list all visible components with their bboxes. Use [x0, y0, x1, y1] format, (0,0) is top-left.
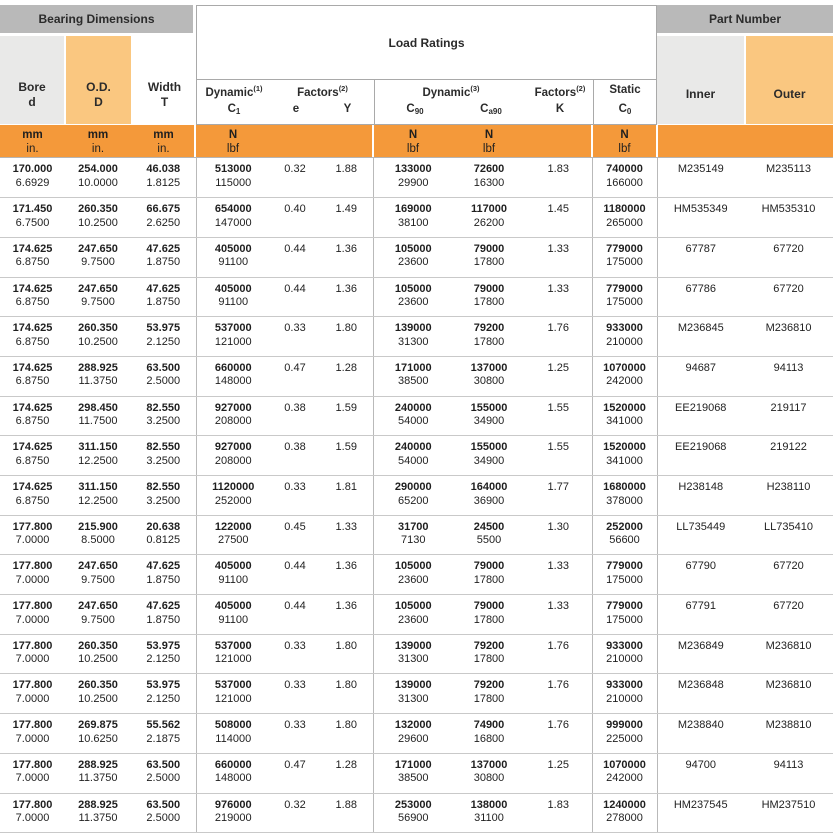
c1-cell: 508000 114000 [196, 714, 270, 754]
outer-part-cell: 219117 [744, 396, 833, 436]
inner-part-cell: 67787 [657, 237, 744, 277]
bore-cell: 177.800 7.0000 [0, 515, 65, 555]
ca90-cell: 155000 34900 [453, 436, 525, 476]
od-cell: 311.150 12.2500 [65, 436, 131, 476]
od-cell: 247.650 9.7500 [65, 595, 131, 635]
bore-cell: 177.800 7.0000 [0, 674, 65, 714]
e-cell: 0.44 [270, 277, 320, 317]
od-symbol: D [94, 95, 103, 109]
e-cell: 0.40 [270, 198, 320, 238]
c90-symbol: $C_{90}$ [406, 103, 424, 116]
od-cell: 311.150 12.2500 [65, 476, 131, 516]
inner-part-cell: 94700 [657, 753, 744, 793]
outer-part-cell: 94113 [744, 753, 833, 793]
c90-cell: 171000 38500 [373, 753, 453, 793]
table-row [0, 793, 833, 833]
bore-cell: 174.625 6.8750 [0, 476, 65, 516]
table-row [0, 277, 833, 317]
c0-cell: 933000 210000 [592, 317, 657, 357]
column-header-od [66, 36, 131, 124]
load-ratings-subheader [196, 80, 657, 125]
c90-cell: 171000 38500 [373, 356, 453, 396]
outer-part-cell: 67720 [744, 555, 833, 595]
e-cell: 0.44 [270, 237, 320, 277]
k-cell: 1.76 [525, 674, 592, 714]
table-row [0, 674, 833, 714]
inner-part-cell: 67791 [657, 595, 744, 635]
c1-cell: 537000 121000 [196, 317, 270, 357]
ca90-cell: 79200 17800 [453, 634, 525, 674]
c1-cell: 660000 148000 [196, 356, 270, 396]
table-row [0, 317, 833, 357]
c0-cell: 1520000 341000 [592, 396, 657, 436]
ca90-cell: 138000 31100 [453, 793, 525, 833]
y-cell: 1.28 [320, 753, 373, 793]
k-cell: 1.30 [525, 515, 592, 555]
k-cell: 1.33 [525, 237, 592, 277]
ca90-cell: 164000 36900 [453, 476, 525, 516]
y-cell: 1.80 [320, 674, 373, 714]
k-cell: 1.45 [525, 198, 592, 238]
c1-cell: 1120000 252000 [196, 476, 270, 516]
table-row [0, 634, 833, 674]
c1-cell: 405000 91100 [196, 555, 270, 595]
bore-cell: 171.450 6.7500 [0, 198, 65, 238]
c1-cell: 537000 121000 [196, 674, 270, 714]
bore-cell: 174.625 6.8750 [0, 317, 65, 357]
c0-symbol: $C_0$ [618, 103, 632, 116]
inner-part-cell: M236848 [657, 674, 744, 714]
inner-label: Inner [685, 87, 716, 101]
subgroup-dynamic3-factors [374, 80, 593, 124]
c90-cell: 139000 31300 [373, 634, 453, 674]
bearing-dimensions-title: Bearing Dimensions [38, 12, 155, 26]
width-cell: 82.550 3.2500 [131, 436, 196, 476]
width-cell: 55.562 2.1875 [131, 714, 196, 754]
outer-part-cell: M236810 [744, 317, 833, 357]
e-cell: 0.33 [270, 714, 320, 754]
k-cell: 1.76 [525, 634, 592, 674]
e-cell: 0.38 [270, 396, 320, 436]
c90-cell: 133000 29900 [373, 158, 453, 198]
y-cell: 1.49 [320, 198, 373, 238]
c90-cell: 240000 54000 [373, 436, 453, 476]
outer-part-cell: 67720 [744, 595, 833, 635]
c0-cell: 1520000 341000 [592, 436, 657, 476]
units-c1: N lbf [226, 129, 240, 155]
e-cell: 0.33 [270, 634, 320, 674]
e-cell: 0.44 [270, 595, 320, 635]
k-cell: 1.76 [525, 317, 592, 357]
c0-cell: 252000 56600 [592, 515, 657, 555]
c0-cell: 779000 175000 [592, 555, 657, 595]
od-cell: 269.875 10.6250 [65, 714, 131, 754]
c1-cell: 660000 148000 [196, 753, 270, 793]
c0-cell: 1240000 278000 [592, 793, 657, 833]
bore-cell: 170.000 6.6929 [0, 158, 65, 198]
c1-cell: 122000 27500 [196, 515, 270, 555]
table-row [0, 515, 833, 555]
table-row [0, 595, 833, 635]
y-cell: 1.33 [320, 515, 373, 555]
table-row [0, 158, 833, 198]
width-cell: 82.550 3.2500 [131, 476, 196, 516]
outer-label: Outer [773, 87, 806, 101]
k-cell: 1.76 [525, 714, 592, 754]
width-cell: 63.500 2.5000 [131, 356, 196, 396]
dynamic1-header: Dynamic$^{(1)}$ [205, 84, 263, 99]
y-cell: 1.59 [320, 436, 373, 476]
c90-cell: 105000 23600 [373, 277, 453, 317]
bore-label: Bore [18, 80, 46, 94]
c90-cell: 105000 23600 [373, 595, 453, 635]
od-cell: 298.450 11.7500 [65, 396, 131, 436]
inner-part-cell: LL735449 [657, 515, 744, 555]
e-cell: 0.38 [270, 436, 320, 476]
ca90-cell: 74900 16800 [453, 714, 525, 754]
od-cell: 260.350 10.2500 [65, 317, 131, 357]
od-cell: 288.925 11.3750 [65, 753, 131, 793]
table-row [0, 356, 833, 396]
units-c90: N lbf [406, 129, 420, 155]
c0-cell: 1070000 242000 [592, 356, 657, 396]
subgroup-dynamic1-factors [197, 80, 374, 124]
c1-cell: 405000 91100 [196, 595, 270, 635]
inner-part-cell: M236845 [657, 317, 744, 357]
od-cell: 288.925 11.3750 [65, 356, 131, 396]
width-cell: 66.675 2.6250 [131, 198, 196, 238]
e-cell: 0.32 [270, 158, 320, 198]
e-cell: 0.33 [270, 476, 320, 516]
c0-cell: 933000 210000 [592, 674, 657, 714]
od-cell: 288.925 11.3750 [65, 793, 131, 833]
subgroup-static [593, 80, 656, 124]
c90-cell: 169000 38100 [373, 198, 453, 238]
y-cell: 1.88 [320, 158, 373, 198]
k-cell: 1.33 [525, 595, 592, 635]
outer-part-cell: M236810 [744, 634, 833, 674]
k-cell: 1.33 [525, 277, 592, 317]
table-row [0, 753, 833, 793]
c1-symbol: $C_1$ [227, 103, 241, 116]
column-header-outer [746, 36, 833, 124]
inner-part-cell: M236849 [657, 634, 744, 674]
ca90-cell: 79200 17800 [453, 317, 525, 357]
part-number-title: Part Number [708, 12, 782, 26]
bore-cell: 174.625 6.8750 [0, 277, 65, 317]
y-cell: 1.81 [320, 476, 373, 516]
ca90-cell: 137000 30800 [453, 356, 525, 396]
factors-ey-header: Factors$^{(2)}$ [297, 84, 348, 99]
c1-cell: 405000 91100 [196, 237, 270, 277]
outer-part-cell: M235113 [744, 158, 833, 198]
y-cell: 1.88 [320, 793, 373, 833]
c90-cell: 31700 7130 [373, 515, 453, 555]
units-separator [372, 125, 374, 157]
y-cell: 1.36 [320, 595, 373, 635]
c1-cell: 927000 208000 [196, 396, 270, 436]
width-cell: 53.975 2.1250 [131, 317, 196, 357]
table-row [0, 198, 833, 238]
units-bore: mm in. [22, 129, 43, 155]
outer-part-cell: 94113 [744, 356, 833, 396]
od-cell: 247.650 9.7500 [65, 237, 131, 277]
table-row [0, 555, 833, 595]
c1-cell: 976000 219000 [196, 793, 270, 833]
outer-part-cell: 67720 [744, 277, 833, 317]
units-ca90: N lbf [482, 129, 496, 155]
k-cell: 1.77 [525, 476, 592, 516]
table-row [0, 237, 833, 277]
c90-cell: 139000 31300 [373, 317, 453, 357]
c90-cell: 132000 29600 [373, 714, 453, 754]
y-cell: 1.80 [320, 714, 373, 754]
load-ratings-banner [196, 5, 657, 80]
e-cell: 0.47 [270, 356, 320, 396]
load-ratings-title: Load Ratings [388, 35, 465, 50]
c90-cell: 105000 23600 [373, 237, 453, 277]
c90-cell: 240000 54000 [373, 396, 453, 436]
od-cell: 260.350 10.2500 [65, 674, 131, 714]
c0-cell: 779000 175000 [592, 237, 657, 277]
factors-k-header: Factors$^{(2)}$ [534, 84, 586, 99]
bore-cell: 177.800 7.0000 [0, 753, 65, 793]
table-row [0, 436, 833, 476]
column-header-width [133, 36, 196, 124]
width-cell: 47.625 1.8750 [131, 595, 196, 635]
od-label: O.D. [86, 80, 111, 94]
e-cell: 0.32 [270, 793, 320, 833]
y-cell: 1.36 [320, 237, 373, 277]
ca90-cell: 79000 17800 [453, 595, 525, 635]
c1-cell: 513000 115000 [196, 158, 270, 198]
inner-part-cell: HM535349 [657, 198, 744, 238]
table-header [0, 0, 833, 158]
ca90-cell: 24500 5500 [453, 515, 525, 555]
width-cell: 47.625 1.8750 [131, 555, 196, 595]
inner-part-cell: H238148 [657, 476, 744, 516]
ca90-cell: 79000 17800 [453, 555, 525, 595]
table-row [0, 396, 833, 436]
width-cell: 53.975 2.1250 [131, 674, 196, 714]
c0-cell: 779000 175000 [592, 277, 657, 317]
outer-part-cell: M238810 [744, 714, 833, 754]
column-header-inner [657, 36, 744, 124]
bore-cell: 174.625 6.8750 [0, 237, 65, 277]
y-cell: 1.80 [320, 317, 373, 357]
inner-part-cell: 94687 [657, 356, 744, 396]
outer-part-cell: HM237510 [744, 793, 833, 833]
width-cell: 47.625 1.8750 [131, 277, 196, 317]
c0-cell: 1070000 242000 [592, 753, 657, 793]
k-symbol: K [555, 103, 565, 115]
inner-part-cell: M238840 [657, 714, 744, 754]
bore-symbol: d [28, 95, 36, 109]
units-row [0, 125, 833, 158]
c0-cell: 999000 225000 [592, 714, 657, 754]
e-cell: 0.47 [270, 753, 320, 793]
e-cell: 0.45 [270, 515, 320, 555]
y-symbol: Y [343, 103, 352, 115]
ca90-cell: 79000 17800 [453, 237, 525, 277]
e-cell: 0.33 [270, 317, 320, 357]
ca90-cell: 79000 17800 [453, 277, 525, 317]
ca90-cell: 72600 16300 [453, 158, 525, 198]
outer-part-cell: M236810 [744, 674, 833, 714]
k-cell: 1.33 [525, 555, 592, 595]
k-cell: 1.55 [525, 436, 592, 476]
units-separator [656, 125, 658, 157]
od-cell: 247.650 9.7500 [65, 277, 131, 317]
od-cell: 260.350 10.2500 [65, 634, 131, 674]
c90-cell: 290000 65200 [373, 476, 453, 516]
outer-part-cell: 219122 [744, 436, 833, 476]
width-symbol: T [160, 95, 169, 109]
c1-cell: 405000 91100 [196, 277, 270, 317]
outer-part-cell: HM535310 [744, 198, 833, 238]
e-symbol: e [292, 103, 300, 115]
bore-cell: 174.625 6.8750 [0, 436, 65, 476]
c0-cell: 740000 166000 [592, 158, 657, 198]
y-cell: 1.59 [320, 396, 373, 436]
y-cell: 1.80 [320, 634, 373, 674]
inner-part-cell: EE219068 [657, 436, 744, 476]
od-cell: 260.350 10.2500 [65, 198, 131, 238]
units-separator [591, 125, 593, 157]
e-cell: 0.44 [270, 555, 320, 595]
bore-cell: 174.625 6.8750 [0, 356, 65, 396]
width-cell: 47.625 1.8750 [131, 237, 196, 277]
inner-part-cell: 67790 [657, 555, 744, 595]
e-cell: 0.33 [270, 674, 320, 714]
k-cell: 1.25 [525, 356, 592, 396]
k-cell: 1.83 [525, 158, 592, 198]
c1-cell: 537000 121000 [196, 634, 270, 674]
c90-cell: 139000 31300 [373, 674, 453, 714]
od-cell: 247.650 9.7500 [65, 555, 131, 595]
units-width: mm in. [153, 129, 174, 155]
outer-part-cell: H238110 [744, 476, 833, 516]
c0-cell: 1180000 265000 [592, 198, 657, 238]
outer-part-cell: LL735410 [744, 515, 833, 555]
part-number-banner [657, 5, 833, 33]
k-cell: 1.25 [525, 753, 592, 793]
dynamic3-header: Dynamic$^{(3)}$ [422, 84, 480, 99]
width-cell: 53.975 2.1250 [131, 634, 196, 674]
bearing-data-table [0, 158, 833, 833]
bore-cell: 177.800 7.0000 [0, 714, 65, 754]
static-header: Static [609, 84, 641, 96]
table-body [0, 158, 833, 833]
ca90-cell: 155000 34900 [453, 396, 525, 436]
bearing-dimensions-banner [0, 5, 193, 33]
bore-cell: 177.800 7.0000 [0, 595, 65, 635]
units-od: mm in. [87, 129, 109, 155]
c90-cell: 253000 56900 [373, 793, 453, 833]
y-cell: 1.36 [320, 555, 373, 595]
c0-cell: 1680000 378000 [592, 476, 657, 516]
c1-cell: 927000 208000 [196, 436, 270, 476]
inner-part-cell: 67786 [657, 277, 744, 317]
ca90-symbol: $C_{a90}$ [480, 103, 502, 116]
width-cell: 46.038 1.8125 [131, 158, 196, 198]
ca90-cell: 117000 26200 [453, 198, 525, 238]
units-separator [194, 125, 196, 157]
units-c0: N lbf [618, 129, 631, 155]
od-cell: 215.900 8.5000 [65, 515, 131, 555]
table-row [0, 476, 833, 516]
od-cell: 254.000 10.0000 [65, 158, 131, 198]
outer-part-cell: 67720 [744, 237, 833, 277]
width-cell: 20.638 0.8125 [131, 515, 196, 555]
inner-part-cell: HM237545 [657, 793, 744, 833]
width-label: Width [147, 80, 182, 94]
bore-cell: 177.800 7.0000 [0, 634, 65, 674]
width-cell: 63.500 2.5000 [131, 793, 196, 833]
c0-cell: 933000 210000 [592, 634, 657, 674]
c90-cell: 105000 23600 [373, 555, 453, 595]
c0-cell: 779000 175000 [592, 595, 657, 635]
bore-cell: 174.625 6.8750 [0, 396, 65, 436]
y-cell: 1.36 [320, 277, 373, 317]
ca90-cell: 137000 30800 [453, 753, 525, 793]
k-cell: 1.55 [525, 396, 592, 436]
y-cell: 1.28 [320, 356, 373, 396]
ca90-cell: 79200 17800 [453, 674, 525, 714]
column-header-bore [0, 36, 64, 124]
bore-cell: 177.800 7.0000 [0, 793, 65, 833]
inner-part-cell: M235149 [657, 158, 744, 198]
table-row [0, 714, 833, 754]
bore-cell: 177.800 7.0000 [0, 555, 65, 595]
width-cell: 82.550 3.2500 [131, 396, 196, 436]
width-cell: 63.500 2.5000 [131, 753, 196, 793]
c1-cell: 654000 147000 [196, 198, 270, 238]
inner-part-cell: EE219068 [657, 396, 744, 436]
k-cell: 1.83 [525, 793, 592, 833]
